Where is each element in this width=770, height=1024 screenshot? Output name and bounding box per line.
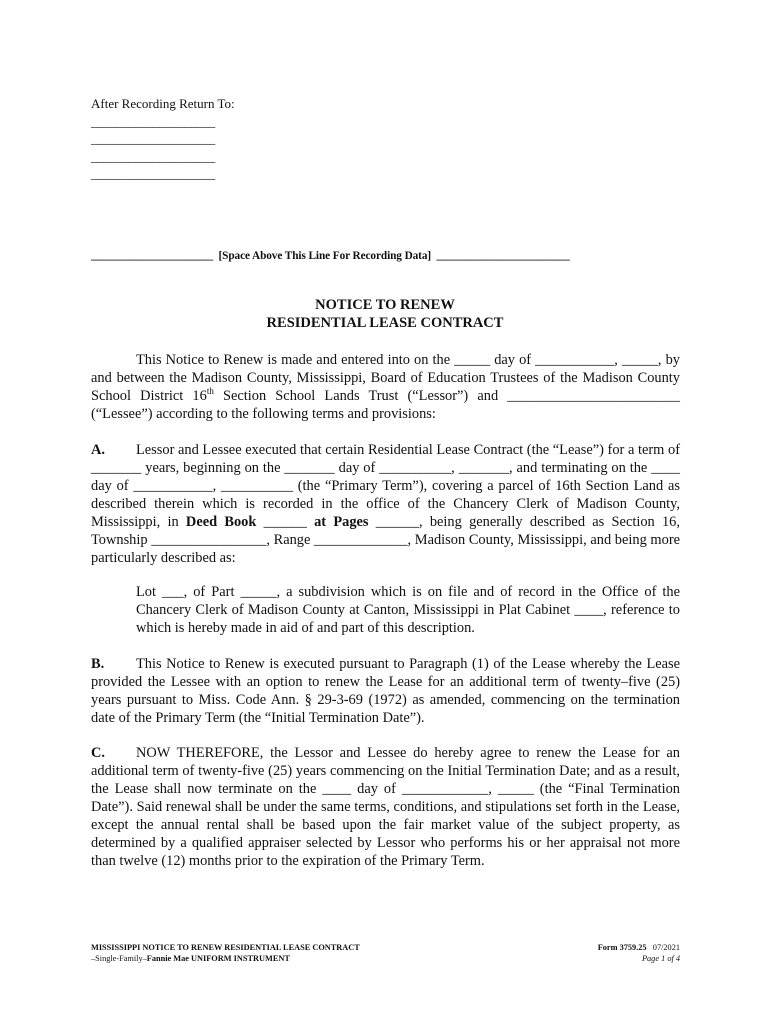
- intro-paragraph: [91, 351, 680, 423]
- footer-form-title: MISSISSIPPI NOTICE TO RENEW RESIDENTIAL LEASE CONTRACT: [91, 943, 360, 952]
- intro-superscript: th: [206, 386, 214, 397]
- footer-form-number: Form 3759.25: [597, 943, 647, 952]
- section-a-paragraph: [91, 441, 680, 567]
- section-c-label: C.: [91, 745, 105, 761]
- at-pages-label: at Pages: [314, 514, 369, 530]
- section-b-text: This Notice to Renew is executed pursuant to Paragraph (1) of the Lease whereby the Lease provided the Lessee with an option to renew the Lease for an additional term of twenty–five (25) years pursuant to Miss. Code Ann. § 29-3-69 (1972) as amended, commencing on the termination date of the Primary Term (the “Initial Termination Date”).: [91, 656, 680, 726]
- section-a-text-part3: ______, being generally described as Section 16, Township ________________, Range _____________, Madison County, Mississippi, and being more particularly described as:: [91, 514, 680, 566]
- footer-left: [91, 942, 360, 964]
- return-to-label: After Recording Return To:: [91, 96, 235, 111]
- section-a-text-part1: Lessor and Lessee executed that certain Residential Lease Contract (the “Lease”) for a term of _______ years, beginning on the _______ day of __________, _______, and terminating on the ____ day of ___________, __________ (the “Primary Term”), covering a parcel of 16th Section Land as described therein which is recorded in the office of the Chancery Clerk of Madison County, Mississippi, in: [91, 442, 680, 530]
- lot-description: Lot ___, of Part _____, a subdivision which is on file and of record in the Office of the Chancery Clerk of Madison County at Canton, Mississippi in Plat Cabinet ____, reference to which is hereby made in aid of and part of this description.: [136, 584, 680, 636]
- deed-book-label: Deed Book: [185, 514, 257, 530]
- intro-text-part2: Section School Lands Trust (“Lessor”) and ________________________ (“Lessee”) according to the following terms and provisions:: [91, 388, 680, 422]
- footer-form-date: 07/2021: [652, 943, 680, 952]
- document-title-line2: RESIDENTIAL LEASE CONTRACT: [266, 315, 504, 331]
- return-blank-line: ____________________: [91, 166, 216, 181]
- document-title-line1: NOTICE TO RENEW: [315, 297, 455, 313]
- section-a-text-part2: ______: [256, 514, 315, 530]
- return-blank-line: ____________________: [91, 131, 216, 146]
- intro-text-part1: This Notice to Renew is made and entered into on the _____ day of ___________, _____, by and between the Madison County, Mississippi, Board of Education Trustees of the Madison County School District 16: [91, 352, 680, 404]
- return-blank-line: ____________________: [91, 148, 216, 164]
- section-c-text: NOW THEREFORE, the Lessor and Lessee do hereby agree to renew the Lease for an additional term of twenty-five (25) years commencing on the Initial Termination Date; and as a result, the Lease shall now terminate on the ____ day of ____________, _____ (the “Final Termination Date”). Said renewal shall be under the same terms, conditions, and stipulations set forth in the Lease, except the annual rental shall be based upon the fair market value of the subject property, as determined by a qualified appraiser selected by Lessor who performs his or her appraisal not more than twelve (12) months prior to the expiration of the Primary Term.: [91, 745, 680, 869]
- section-b-label: B.: [91, 656, 105, 672]
- return-blank-line: ____________________: [91, 113, 216, 129]
- space-above-line: ______________________ [Space Above This Line For Recording Data] ________________________: [91, 250, 570, 262]
- section-a-label: A.: [91, 442, 105, 458]
- section-b-paragraph: [91, 655, 680, 727]
- footer-page-number: Page 1 of 4: [641, 954, 680, 963]
- recording-return-block: [91, 95, 235, 183]
- footer-uniform-instrument: Fannie Mae UNIFORM INSTRUMENT: [146, 954, 290, 963]
- footer-single-family: –Single-Family–: [91, 954, 147, 963]
- section-c-paragraph: [91, 744, 680, 870]
- footer-right: [480, 942, 680, 964]
